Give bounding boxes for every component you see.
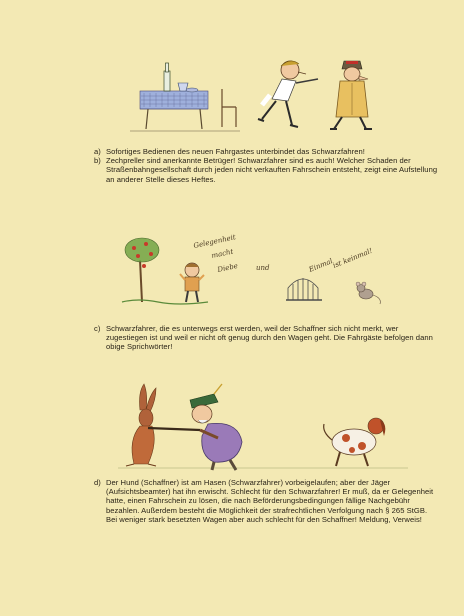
illustration-restaurant-chase: [130, 55, 390, 133]
mouse-figure: [356, 282, 380, 304]
illustration-hunter-scene: [118, 380, 408, 472]
apple-tree: [125, 238, 159, 302]
boy-figure: [180, 263, 204, 302]
section-d: [94, 478, 439, 524]
waiter-figure: [258, 61, 318, 127]
section-d-block: [94, 478, 439, 524]
section-c-marker: c): [94, 324, 101, 333]
section-b-marker: b): [94, 156, 101, 166]
proverb1-line1: Gelegenheit: [192, 233, 237, 250]
section-b: [94, 156, 439, 184]
cage-trap: [286, 278, 322, 300]
section-d-marker: d): [94, 478, 101, 487]
section-ab: [94, 147, 439, 184]
section-d-text: Der Hund (Schaffner) ist am Hasen (Schwarzfahrer) vorbeigelaufen; aber der Jäger (Aufsichtsbeamter) hat ihn erwischt. Schlecht für den Schwarzfahrer! Er muß, da er Gelegenheit hatte, einen Fahrschein zu lösen, die nach Beförderungsbedingungen fällige Nachgebühr bezahlen. Außerdem besteht die Möglichkeit der strafrechtlichen Verfolgung nach § 265 StGB. Bei weniger stark besetzten Wagen aber auch schlecht für den Schaffner! Meldung, Verweis!: [106, 478, 434, 524]
proverb1-line3: Diebe: [216, 261, 239, 274]
hunter-figure: [148, 384, 242, 470]
fleeing-customer-figure: [330, 61, 372, 129]
section-c-block: [94, 324, 439, 352]
restaurant-table: [140, 63, 208, 129]
section-c-text: Schwarzfahrer, die es unterwegs erst werden, weil der Schaffner sich nicht merkt, wer zugestiegen ist und weil er nicht oft genug durch den Wagen geht. Die Fahrgäste befolgen dann obige Sprichwörter!: [106, 324, 433, 352]
chair: [222, 89, 236, 127]
proverb2-line2: ist keinmal!: [331, 246, 374, 270]
proverb2-line1: Einmal: [307, 257, 334, 274]
section-c: [94, 324, 439, 352]
dog-figure: [324, 418, 386, 466]
section-a-text: Sofortiges Bedienen des neuen Fahrgastes unterbindet das Schwarzfahren!: [106, 147, 365, 156]
illustration-proverbs: [118, 230, 418, 312]
proverb1-line2: macht: [210, 247, 234, 260]
section-a-marker: a): [94, 147, 101, 156]
proverb-connector: und: [256, 264, 270, 272]
hare-figure: [126, 384, 156, 466]
section-b-text: Zechpreller sind anerkannte Betrüger! Schwarzfahrer sind es auch! Welcher Schaden der Straßenbahngesellschaft durch jeden nicht verkauften Fahrschein entsteht, zeigt eine Aufstellung an anderer Stelle dieses Heftes.: [106, 156, 438, 184]
section-a: [94, 147, 439, 156]
